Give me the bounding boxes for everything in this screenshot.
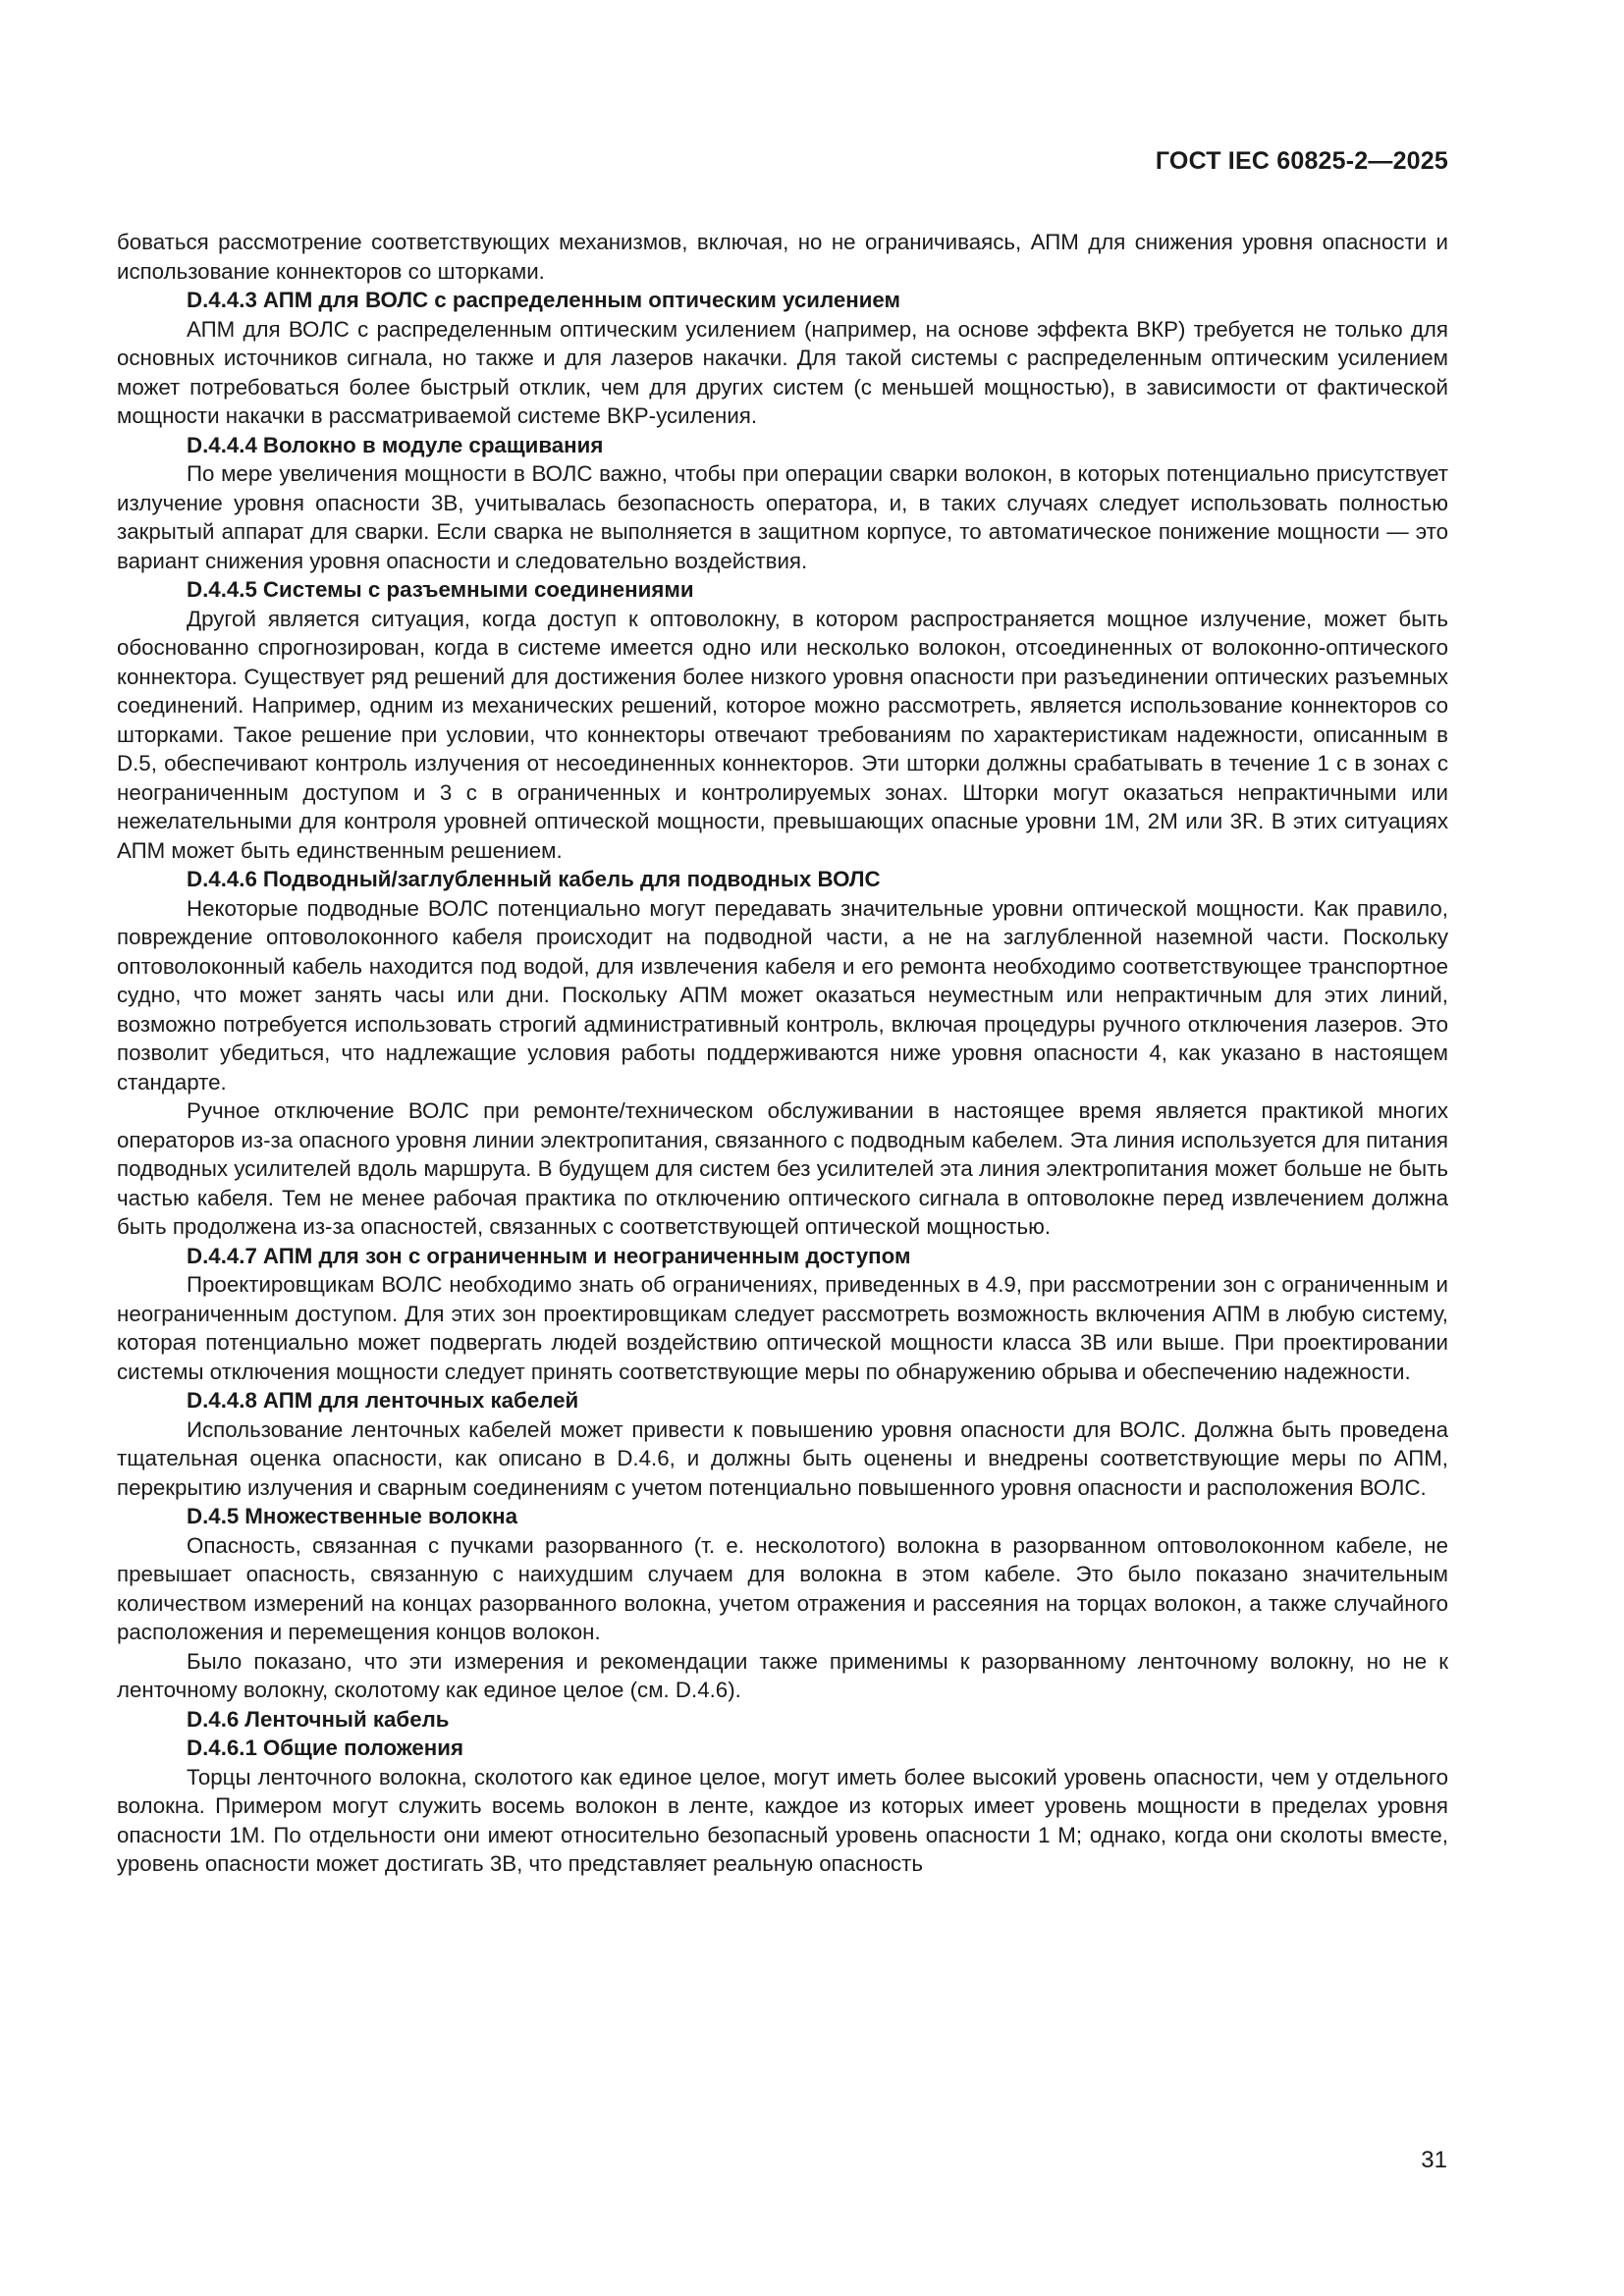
body-paragraph: Опасность, связанная с пучками разорванного (т. е. несколотого) волокна в разорванном оптоволоконном кабеле, не превышает опасность, связанную с наихудшим случаем для волокна в этом кабеле. Это было показано значительным количеством измерений на концах разорванного волокна, учетом отражения и рассеяния на торцах волокон, а также случайного расположения и перемещения концов волокон.: [117, 1532, 1448, 1644]
document-header: ГОСТ IEC 60825-2—2025: [1155, 147, 1448, 175]
section-title: АПМ для ленточных кабелей: [262, 1388, 579, 1413]
section-heading: [117, 575, 1448, 605]
section-number: D.4.5: [187, 1504, 240, 1528]
section-title: Общие положения: [262, 1735, 463, 1760]
body-paragraph: Торцы ленточного волокна, сколотого как единое целое, могут иметь более высокий уровень опасности, чем у отдельного волокна. Примером могут служить восемь волокон в ленте, каждое из которых имеет уровень мощности в пределах уровня опасности 1М. По отдельности они имеют относительно безопасный уровень опасности 1 М; однако, когда они сколоты вместе, уровень опасности может достигать 3В, что представляет реальную опасность: [117, 1764, 1448, 1876]
body-paragraph: Использование ленточных кабелей может привести к повышению уровня опасности для ВОЛС. Должна быть проведена тщательная оценка опасности, как описано в D.4.6, и должны быть оценены и внедрены соответствующие меры по АПМ, перекрытию излучения и сварным соединениям с учетом потенциально повышенного уровня опасности и расположения ВОЛС.: [117, 1416, 1448, 1500]
page-number: 31: [1421, 2147, 1447, 2173]
section-heading: [117, 1386, 1448, 1415]
section-number: D.4.6.1: [187, 1735, 257, 1760]
body-paragraph: Проектировщикам ВОЛС необходимо знать об ограничениях, приведенных в 4.9, при рассмотрении зон с ограниченным и неограниченным доступом. Для этих зон проектировщикам следует рассмотреть возможность включения АПМ в любую систему, которая потенциально может подвергать людей воздействию оптической мощности класса 3В или выше. При проектировании системы отключения мощности следует принять соответствующие меры по обнаружению обрыва и обеспечению надежности.: [117, 1272, 1448, 1384]
body-paragraph: АПМ для ВОЛС с распределенным оптическим усилением (например, на основе эффекта ВКР) требуется не только для основных источников сигнала, но также и для лазеров накачки. Для такой системы с распределенным оптическим усилением может потребоваться более быстрый отклик, чем для других систем (с меньшей мощностью), в зависимости от фактической мощности накачки в рассматриваемой системе ВКР-усиления.: [117, 316, 1448, 428]
section-title: АПМ для зон с ограниченным и неограниченным доступом: [262, 1243, 911, 1268]
section-heading: [117, 865, 1448, 894]
section-number: D.4.4.8: [187, 1388, 257, 1413]
section-heading: [117, 1502, 1448, 1531]
body-paragraph: По мере увеличения мощности в ВОЛС важно, чтобы при операции сварки волокон, в которых потенциально присутствует излучение уровня опасности 3В, учитывалась безопасность оператора, и, в таких случаях следует использовать полностью закрытый аппарат для сварки. Если сварка не выполняется в защитном корпусе, то автоматическое понижение мощности — это вариант снижения уровня опасности и следовательно воздействия.: [117, 461, 1448, 573]
section-title: Подводный/заглубленный кабель для подводных ВОЛС: [262, 867, 881, 891]
section-heading: [117, 1734, 1448, 1763]
section-number: D.4.4.4: [187, 432, 257, 457]
section-heading: [117, 1705, 1448, 1735]
body-paragraph: Другой является ситуация, когда доступ к оптоволокну, в котором распространяется мощное излучение, может быть обоснованно спрогнозирован, когда в системе имеется одно или несколько волокон, отсоединенных от волоконно-оптического коннектора. Существует ряд решений для достижения более низкого уровня опасности при разъединении оптических разъемных соединений. Например, одним из механических решений, которое можно рассмотреть, является использование коннекторов со шторками. Такое решение при условии, что коннекторы отвечают требованиям по характеристикам надежности, описанным в D.5, обеспечивают контроль излучения от несоединенных коннекторов. Эти шторки должны срабатывать в течение 1 с в зонах с неограниченным доступом и 3 с в ограниченных и контролируемых зонах. Шторки могут оказаться непрактичными или нежелательными для контроля уровней оптической мощности, превышающих опасные уровни 1М, 2М или 3R. В этих ситуациях АПМ может быть единственным решением.: [117, 606, 1448, 863]
document-body: [117, 228, 1448, 1879]
section-title: Волокно в модуле сращивания: [262, 432, 604, 457]
section-heading: [117, 286, 1448, 315]
section-title: АПМ для ВОЛС с распределенным оптическим усилением: [262, 288, 901, 312]
section-number: D.4.4.7: [187, 1243, 257, 1268]
section-number: D.4.6: [187, 1706, 240, 1732]
section-title: Ленточный кабель: [244, 1706, 450, 1732]
section-title: Системы с разъемными соединениями: [262, 577, 694, 602]
body-paragraph: Ручное отключение ВОЛС при ремонте/техническом обслуживании в настоящее время является практикой многих операторов из-за опасного уровня линии электропитания, связанного с подводным кабелем. Эта линия используется для питания подводных усилителей вдоль маршрута. В будущем для систем без усилителей эта линия электропитания может больше не быть частью кабеля. Тем не менее рабочая практика по отключению оптического сигнала в оптоволокне перед извлечением должна быть продолжена из-за опасностей, связанных с соответствующей оптической мощностью.: [117, 1098, 1448, 1239]
body-paragraph: Было показано, что эти измерения и рекомендации также применимы к разорванному ленточному волокну, но не к ленточному волокну, сколотому как единое целое (см. D.4.6).: [117, 1648, 1448, 1702]
body-paragraph: Некоторые подводные ВОЛС потенциально могут передавать значительные уровни оптической мощности. Как правило, повреждение оптоволоконного кабеля происходит на подводной части, а не на заглубленной наземной части. Поскольку оптоволоконный кабель находится под водой, для извлечения кабеля и его ремонта необходимо соответствующее транспортное судно, что может занять часы или дни. Поскольку АПМ может оказаться неуместным или непрактичным для этих линий, возможно потребуется использовать строгий административный контроль, включая процедуры ручного отключения лазеров. Это позволит убедиться, что надлежащие условия работы поддерживаются ниже уровня опасности 4, как указано в настоящем стандарте.: [117, 895, 1448, 1095]
body-paragraph: боваться рассмотрение соответствующих механизмов, включая, но не ограничиваясь, АПМ для снижения уровня опасности и использование коннекторов со шторками.: [117, 230, 1448, 284]
section-number: D.4.4.5: [187, 577, 257, 602]
section-title: Множественные волокна: [244, 1504, 517, 1528]
section-number: D.4.4.6: [187, 867, 257, 891]
section-heading: [117, 431, 1448, 460]
section-number: D.4.4.3: [187, 288, 257, 312]
section-heading: [117, 1242, 1448, 1271]
